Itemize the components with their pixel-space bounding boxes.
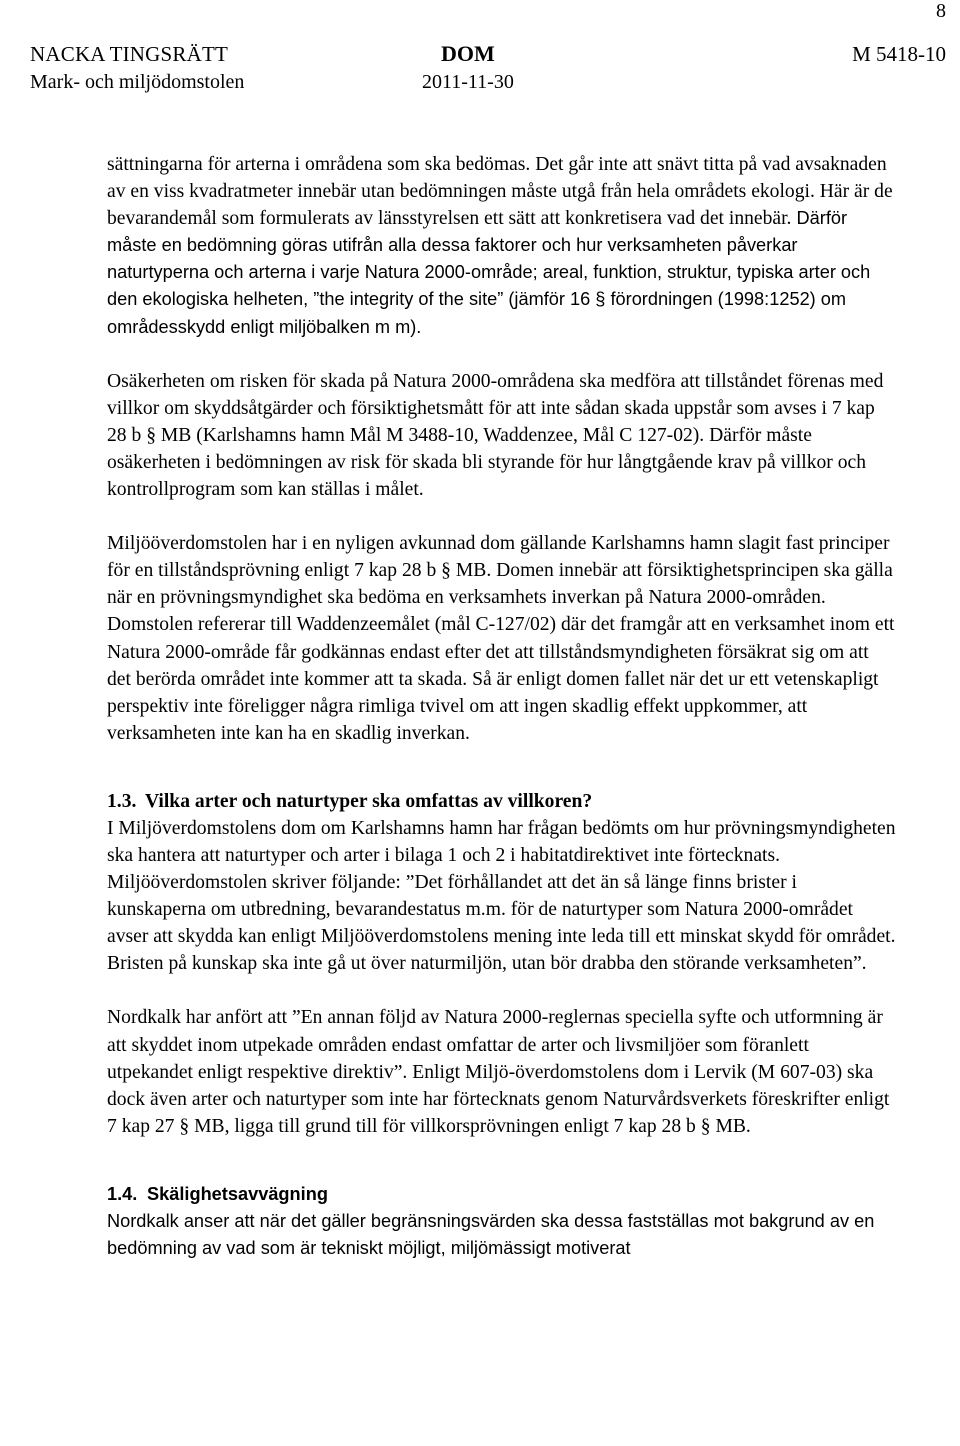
page-header	[30, 40, 946, 100]
section-heading	[107, 788, 897, 815]
paragraph: Osäkerheten om risken för skada på Natura 2000-områdena ska medföra att tillståndet förenas med villkor om skyddsåtgärder och försiktighetsmått för att inte sådan skada uppstår som avses i 7 kap 28 b § MB (Karlshamns hamn Mål M 3488-10, Waddenzee, Mål C 127-02). Därför måste osäkerheten i bedömningen av risk för skada bli styrande för hur långtgående krav på villkor och kontrollprogram som kan ställas i målet.	[107, 370, 884, 501]
paragraph: Miljööverdomstolen har i en nyligen avkunnad dom gällande Karlshamns hamn slagit fast principer för en tillståndsprövning enligt 7 kap 28 b § MB. Domen innebär att försiktighetsprincipen ska gälla när en prövningsmyndighet ska bedöma en verksamhets inverkan på Natura 2000-områden. Domstolen refererar till Waddenzeemålet (mål C-127/02) där det framgår att en verksamhet inom ett Natura 2000-område får godkännas endast efter det att tillståndsmyndigheten försäkrat sig om att det berörda området inte kommer att ta skada. Så är enligt domen fallet när det ur ett vetenskapligt perspektiv inte föreligger några rimliga tvivel om att ingen skadlig effekt uppkommer, att verksamheten inte kan ha en skadlig inverkan.	[107, 533, 895, 744]
paragraph	[107, 151, 897, 341]
paragraph-text: sättningarna för arterna i områdena som ska bedömas. Det går inte att snävt titta på vad avsaknaden av en viss kvadratmeter innebär utan bedömningen måste utgå från hela områdets ekologi. Här är de bevarandemål som formulerats av länsstyrelsen ett sätt att konkretisera vad det innebär.	[107, 154, 893, 230]
paragraph: Nordkalk anser att när det gäller begränsningsvärden ska dessa fastställas mot bakgrund av en bedömning av vad som är tekniskt möjligt, miljömässigt motiverat	[107, 1210, 875, 1258]
document-type-block	[422, 40, 514, 96]
section-number: 1.3.	[107, 790, 137, 812]
court-block	[30, 40, 244, 96]
document-date: 2011-11-30	[422, 71, 514, 93]
case-number: M 5418-10	[852, 42, 946, 66]
document-type: DOM	[441, 41, 495, 66]
document-body	[107, 151, 897, 1289]
court-department: Mark- och miljödomstolen	[30, 71, 245, 93]
court-name: NACKA TINGSRÄTT	[30, 42, 229, 66]
paragraph: Nordkalk har anfört att ”En annan följd av Natura 2000-reglernas speciella syfte och utformning är att skyddet inom utpekade områden endast omfattar de arter och livsmiljöer som föranlett utpekandet enligt respektive direktiv”. Enligt Miljö-överdomstolens dom i Lervik (M 607-03) ska dock även arter och naturtyper som inte har förtecknats genom Naturvårdsverkets föreskrifter enligt 7 kap 27 § MB, ligga till grund till för villkorsprövningen enligt 7 kap 28 b § MB.	[107, 1007, 890, 1137]
section-heading	[107, 1181, 897, 1208]
section-title: Skälighetsavvägning	[147, 1183, 328, 1204]
section-title: Vilka arter och naturtyper ska omfattas av villkoren?	[145, 790, 593, 812]
paragraph-text: Därför måste en bedömning göras utifrån alla dessa faktorer och hur verksamheten påverkar naturtyperna och arterna i varje Natura 2000-område; areal, funktion, struktur, typiska arter och den ekologiska helheten, ”the integrity of the site” (jämför 16 § förordningen (1998:1252) om områdesskydd enligt miljöbalken m m).	[107, 208, 871, 337]
section-number: 1.4.	[107, 1183, 138, 1204]
paragraph: I Miljöverdomstolens dom om Karlshamns hamn har frågan bedömts om hur prövningsmyndigheten ska hantera att naturtyper och arter i bilaga 1 och 2 i habitatdirektivet inte förtecknats. Miljööverdomstolen skriver följande: ”Det förhållandet att det än så länge finns brister i kunskaperna om utbredning, bevarandestatus m.m. för de naturtyper som Natura 2000-området avser att skydda kan enligt Miljööverdomstolens mening inte leda till ett minskat skydd för området. Bristen på kunskap ska inte gå ut över naturmiljön, utan bör drabba den störande verksamheten”.	[107, 817, 896, 975]
page-number: 8	[936, 0, 946, 22]
